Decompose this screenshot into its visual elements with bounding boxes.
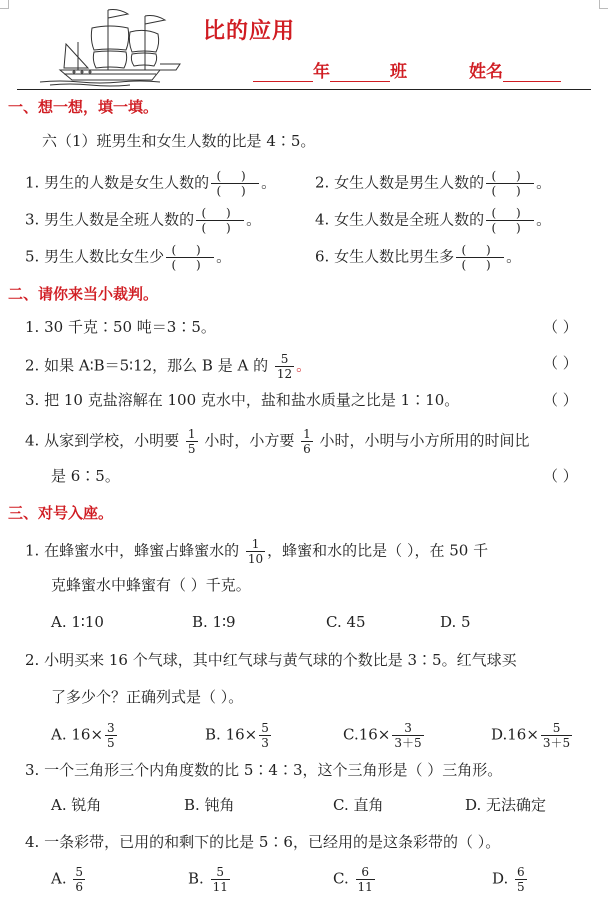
judge-answer-blank[interactable]: （ ） (543, 467, 578, 485)
question-2-2: 2. 如果 A∶B＝5∶12，那么 B 是 A 的 $\frac{5}{12}$ 。 (25, 352, 312, 381)
page-corner-mark (599, 0, 608, 9)
option-c[interactable]: C. 45 (326, 613, 366, 631)
fraction: $\frac{1}{10}$ (247, 537, 264, 566)
option-b[interactable]: B. 1∶9 (192, 613, 236, 631)
fraction-answer-blank[interactable]: $\frac{( )}{( )}$ (196, 207, 244, 234)
option-b[interactable]: B. $\frac{5}{11}$ (188, 865, 228, 894)
option-d[interactable]: D. 5 (440, 613, 471, 631)
question-3-1-cont: 克蜂蜜水中蜂蜜有（ ）千克。 (51, 576, 251, 594)
page-corner-mark (0, 0, 9, 9)
class-label: 班 (390, 62, 407, 82)
grade-label: 年 (313, 62, 330, 82)
option-c[interactable]: C. 直角 (333, 796, 384, 814)
grade-blank[interactable] (253, 63, 313, 82)
section-1-premise: 六（1）班男生和女生人数的比是 4∶5。 (42, 132, 316, 150)
judge-answer-blank[interactable]: （ ） (543, 354, 578, 372)
fraction-answer-blank[interactable]: $\frac{( )}{( )}$ (166, 244, 214, 271)
name-blank[interactable] (503, 63, 561, 82)
option-c[interactable]: C. $\frac{6}{11}$ (333, 865, 373, 894)
question-1-1: 1. 男生的人数是女生人数的 $\frac{( )}{( )}$ 。 (25, 169, 277, 198)
option-d[interactable]: D.16× $\frac{5}{3+5}$ (491, 721, 571, 750)
fraction-answer-blank[interactable]: $\frac{( )}{( )}$ (211, 170, 259, 197)
question-3-2-cont: 了多少个？正确列式是（ ）。 (51, 688, 244, 706)
question-1-5: 5. 男生人数比女生少 $\frac{( )}{( )}$ 。 (25, 243, 232, 272)
student-info-line (253, 57, 561, 82)
header-divider (17, 89, 591, 90)
question-1-6: 6. 女生人数比男生多 $\frac{( )}{( )}$ 。 (315, 243, 522, 272)
fraction-answer-blank[interactable]: $\frac{( )}{( )}$ (486, 207, 534, 234)
fraction-answer-blank[interactable]: $\frac{( )}{( )}$ (456, 244, 504, 271)
judge-answer-blank[interactable]: （ ） (543, 391, 578, 409)
option-d[interactable]: D. 无法确定 (465, 796, 547, 814)
question-1-2: 2. 女生人数是男生人数的 $\frac{( )}{( )}$ 。 (315, 169, 552, 198)
sailing-ship-icon (30, 4, 190, 88)
name-label: 姓名 (469, 62, 503, 82)
question-3-2: 2. 小明买来 16 个气球，其中红气球与黄气球的个数比是 3∶5。红气球买 (25, 651, 517, 669)
question-3-1: 1. 在蜂蜜水中，蜂蜜占蜂蜜水的 $\frac{1}{10}$ ，蜂蜜和水的比是（ ），在 50 千 (25, 537, 489, 566)
question-3-3: 3. 一个三角形三个内角度数的比 5∶4∶3，这个三角形是（ ）三角形。 (25, 761, 503, 779)
question-1-3: 3. 男生人数是全班人数的 $\frac{( )}{( )}$ 。 (25, 206, 262, 235)
judge-answer-blank[interactable]: （ ） (543, 318, 578, 336)
question-2-1: 1. 30 千克∶50 吨＝3∶5。 (25, 318, 216, 336)
option-a[interactable]: A. $\frac{5}{6}$ (51, 865, 84, 894)
question-1-4: 4. 女生人数是全班人数的 $\frac{( )}{( )}$ 。 (315, 206, 552, 235)
option-d[interactable]: D. $\frac{6}{5}$ (492, 865, 525, 894)
option-b[interactable]: B. 16× $\frac{5}{3}$ (205, 721, 269, 750)
question-2-4-cont: 是 6∶5。 (51, 467, 120, 485)
section-2-title: 二、请你来当小裁判。 (8, 285, 159, 303)
option-b[interactable]: B. 钝角 (184, 796, 235, 814)
fraction: $\frac{1}{6}$ (303, 427, 311, 456)
fraction: $\frac{5}{12}$ (276, 352, 293, 381)
fraction-answer-blank[interactable]: $\frac{( )}{( )}$ (486, 170, 534, 197)
section-1-title: 一、想一想，填一填。 (8, 98, 159, 116)
class-blank[interactable] (330, 63, 390, 82)
option-a[interactable]: A. 1∶10 (51, 613, 104, 631)
question-2-3: 3. 把 10 克盐溶解在 100 克水中，盐和盐水质量之比是 1∶10。 (25, 391, 460, 409)
fraction: $\frac{1}{5}$ (187, 427, 196, 456)
question-3-4: 4. 一条彩带，已用的和剩下的比是 5∶6，已经用的是这条彩带的（ ）。 (25, 833, 501, 851)
option-c[interactable]: C.16× $\frac{3}{3+5}$ (343, 721, 422, 750)
option-a[interactable]: A. 锐角 (51, 796, 102, 814)
option-a[interactable]: A. 16× $\frac{3}{5}$ (51, 721, 115, 750)
section-3-title: 三、对号入座。 (8, 504, 114, 522)
question-2-4: 4. 从家到学校，小明要 $\frac{1}{5}$ 小时，小方要 $\frac{1}{6}$ 小时，小明与小方所用的时间比 (25, 427, 530, 456)
page-title: 比的应用 (203, 18, 296, 44)
